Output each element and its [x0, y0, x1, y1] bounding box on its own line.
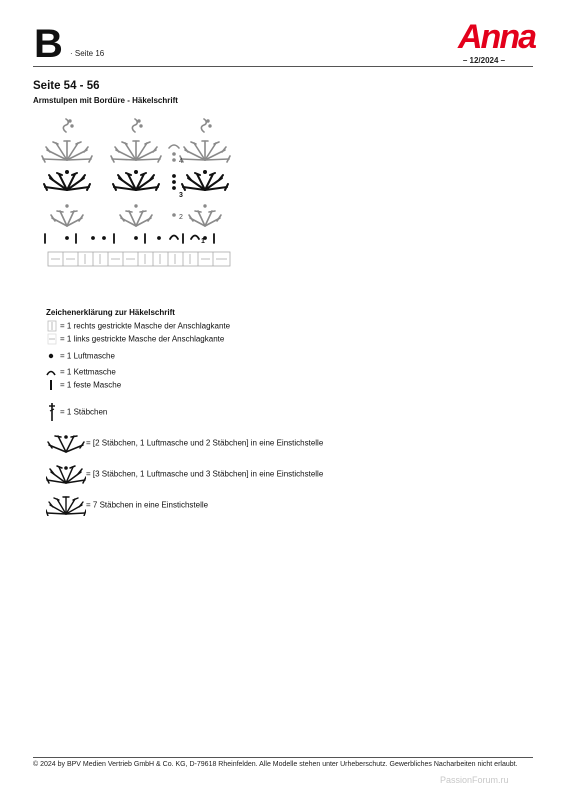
knit-stitch-box-icon — [46, 320, 60, 332]
slip-stitch-arc-icon — [46, 366, 60, 378]
copyright-notice: © 2024 by BPV Medien Vertrieb GmbH & Co. KG, D-79618 Rheinfelden. Alle Modelle stehen unter Urheberschutz. Gewerbliches Nacharbeiten nicht erlaubt. — [33, 761, 518, 768]
double-crochet-icon — [46, 402, 60, 422]
legend-text-fan-3: = [3 Stäbchen, 1 Luftmasche und 3 Stäbchen] in eine Einstichstelle — [86, 469, 324, 479]
section-letter: B — [34, 22, 62, 66]
chart-row-number-1: 1 — [201, 238, 205, 245]
watermark: PassionForum.ru — [440, 775, 509, 785]
page-title: Seite 54 - 56 — [33, 80, 100, 92]
legend-heading: Zeichenerklärung zur Häkelschrift — [46, 308, 175, 317]
legend-item-double — [46, 402, 107, 422]
legend-text-chain: = 1 Luftmasche — [60, 351, 115, 361]
brand-logo — [437, 18, 537, 52]
legend-item-fan-3 — [46, 463, 323, 485]
legend-item-fan-7 — [46, 494, 208, 516]
chart-row-number-2: 2 — [179, 214, 183, 221]
page-number: · Seite 16 — [70, 49, 105, 58]
chart-row-number-3: 3 — [179, 192, 183, 199]
single-crochet-bar-icon — [46, 379, 60, 391]
page-subtitle: Armstulpen mit Bordüre - Häkelschrift — [33, 96, 178, 105]
fan-2-chain-2-icon — [46, 432, 86, 454]
legend-text-single: = 1 feste Masche — [60, 380, 122, 390]
chart-row-number-4: 4 — [179, 158, 183, 165]
legend-text-fan-2: = [2 Stäbchen, 1 Luftmasche und 2 Stäbchen] in eine Einstichstelle — [86, 438, 324, 448]
legend-item-fan-2 — [46, 432, 323, 454]
legend-item-single — [46, 379, 121, 391]
legend-item-chain — [46, 350, 115, 362]
legend-item-purl — [46, 333, 224, 345]
crochet-chart — [33, 112, 243, 272]
legend-text-double: = 1 Stäbchen — [60, 407, 108, 417]
legend-text-purl: = 1 links gestrickte Masche der Anschlagkante — [60, 334, 225, 344]
legend-item-slip — [46, 366, 116, 378]
legend-text-knit: = 1 rechts gestrickte Masche der Anschlagkante — [60, 321, 231, 331]
purl-stitch-box-icon — [46, 333, 60, 345]
legend-text-fan-7: = 7 Stäbchen in eine Einstichstelle — [86, 500, 209, 510]
footer-divider — [33, 757, 533, 758]
fan-7-icon — [46, 494, 86, 516]
legend-text-slip: = 1 Kettmasche — [60, 367, 116, 377]
header-divider — [33, 66, 533, 67]
issue-label: – 12/2024 – — [462, 56, 506, 65]
legend-item-knit — [46, 320, 230, 332]
fan-3-chain-3-icon — [46, 463, 86, 485]
chain-stitch-dot-icon — [46, 350, 60, 362]
brand-logo-text: Anna — [458, 18, 535, 52]
